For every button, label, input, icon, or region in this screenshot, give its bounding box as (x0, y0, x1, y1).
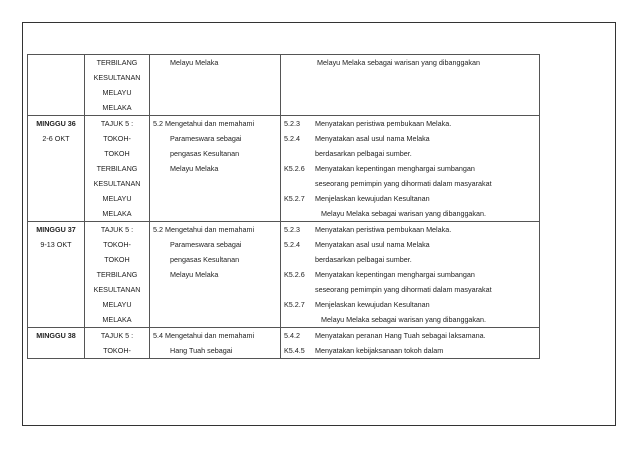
objective-text: Menyatakan kepentingan menghargai sumbangan (315, 164, 475, 173)
objective-text: Menyatakan peristiwa pembukaan Melaka. (315, 119, 452, 128)
standard-cell (150, 116, 281, 222)
topic-line: TOKOH (104, 149, 130, 158)
objectives-cell (281, 55, 540, 116)
week-cell (28, 222, 85, 328)
week-cell (28, 116, 85, 222)
objective-text: Menyatakan asal usul nama Melaka (315, 240, 430, 249)
topic-cell (85, 116, 150, 222)
objective-text: Menjelaskan kewujudan Kesultanan (315, 194, 430, 203)
objectives-cell (281, 116, 540, 222)
objective-line: Melayu Melaka sebagai warisan yang dibanggakan. (321, 315, 487, 324)
topic-line: MELAKA (102, 103, 132, 112)
topic-cell (85, 55, 150, 116)
standard-line: 5.2 Mengetahui dan memahami (153, 119, 255, 128)
table-row (28, 116, 540, 222)
standard-line: Parameswara sebagai (170, 240, 242, 249)
objective-line: seseorang pemimpin yang dihormati dalam masyarakat (315, 179, 492, 188)
lesson-plan-body (28, 55, 540, 359)
objective-code: K5.2.6 (284, 164, 305, 173)
objectives-cell (281, 222, 540, 328)
week-dates: 9-13 OKT (40, 240, 72, 249)
objective-text: Menyatakan peranan Hang Tuah sebagai laksamana. (315, 331, 486, 340)
objective-line (281, 328, 539, 343)
topic-line: MELAKA (102, 209, 132, 218)
week-label: MINGGU 37 (36, 225, 76, 234)
objective-line: berdasarkan pelbagai sumber. (315, 149, 412, 158)
standard-cell (150, 55, 281, 116)
standard-line: Parameswara sebagai (170, 134, 242, 143)
objective-line (281, 116, 539, 131)
week-cell (28, 328, 85, 359)
topic-line: KESULTANAN (93, 285, 141, 294)
objective-code: K5.2.7 (284, 300, 305, 309)
objective-code: 5.2.3 (284, 119, 300, 128)
week-cell (28, 55, 85, 116)
objective-line (281, 343, 539, 358)
week-dates (28, 343, 84, 358)
topic-line: TERBILANG (96, 164, 138, 173)
topic-line: TAJUK 5 : (100, 119, 134, 128)
objective-code: K5.2.7 (284, 194, 305, 203)
standard-line: Hang Tuah sebagai (170, 346, 233, 355)
objective-line (281, 222, 539, 237)
objective-text: Menyatakan peristiwa pembukaan Melaka. (315, 225, 452, 234)
topic-line: MELAYU (102, 300, 132, 309)
week-label: MINGGU 36 (36, 119, 76, 128)
table-row (28, 55, 540, 116)
topic-line: TAJUK 5 : (100, 331, 134, 340)
lesson-plan-table (27, 54, 540, 359)
standard-cell (150, 222, 281, 328)
topic-line: KESULTANAN (93, 179, 141, 188)
standard-line: 5.2 Mengetahui dan memahami (153, 225, 255, 234)
objective-code: K5.2.6 (284, 270, 305, 279)
standard-line: Melayu Melaka (170, 270, 219, 279)
objectives-cell (281, 328, 540, 359)
standard-line: 5.4 Mengetahui dan memahami (153, 331, 255, 340)
objective-line (281, 267, 539, 282)
standard-line: Melayu Melaka (170, 58, 219, 67)
topic-line: TOKOH (104, 255, 130, 264)
standard-cell (150, 328, 281, 359)
objective-line: seseorang pemimpin yang dihormati dalam masyarakat (315, 285, 492, 294)
objective-line: berdasarkan pelbagai sumber. (315, 255, 412, 264)
table-row (28, 328, 540, 359)
table-row (28, 222, 540, 328)
topic-line: KESULTANAN (93, 73, 141, 82)
objective-line (281, 161, 539, 176)
objective-line (281, 191, 539, 206)
topic-line: TOKOH- (103, 134, 131, 143)
topic-line: TAJUK 5 : (100, 225, 134, 234)
standard-line: Melayu Melaka (170, 164, 219, 173)
objective-line (281, 237, 539, 252)
topic-cell (85, 222, 150, 328)
objective-code: K5.4.5 (284, 346, 305, 355)
objective-code: 5.4.2 (284, 331, 300, 340)
standard-line: pengasas Kesultanan (170, 255, 240, 264)
objective-line: Melayu Melaka sebagai warisan yang dibanggakan. (321, 209, 487, 218)
objective-text: Menyatakan asal usul nama Melaka (315, 134, 430, 143)
week-label: MINGGU 38 (36, 331, 76, 340)
topic-line: MELAKA (102, 315, 132, 324)
week-dates: 2-6 OKT (42, 134, 70, 143)
objective-code: 5.2.4 (284, 240, 300, 249)
objective-line: Melayu Melaka sebagai warisan yang dibanggakan (317, 58, 481, 67)
objective-text: Menjelaskan kewujudan Kesultanan (315, 300, 430, 309)
topic-line: MELAYU (102, 88, 132, 97)
topic-line: TOKOH- (103, 240, 131, 249)
topic-line: TOKOH- (103, 346, 131, 355)
week-label (28, 55, 84, 70)
topic-cell (85, 328, 150, 359)
objective-text: Menyatakan kepentingan menghargai sumbangan (315, 270, 475, 279)
objective-line (281, 297, 539, 312)
objective-text: Menyatakan kebijaksanaan tokoh dalam (315, 346, 444, 355)
week-dates (28, 70, 84, 85)
objective-line (281, 131, 539, 146)
objective-code: 5.2.3 (284, 225, 300, 234)
objective-code: 5.2.4 (284, 134, 300, 143)
topic-line: TERBILANG (96, 270, 138, 279)
standard-line: pengasas Kesultanan (170, 149, 240, 158)
topic-line: MELAYU (102, 194, 132, 203)
topic-line: TERBILANG (96, 58, 138, 67)
